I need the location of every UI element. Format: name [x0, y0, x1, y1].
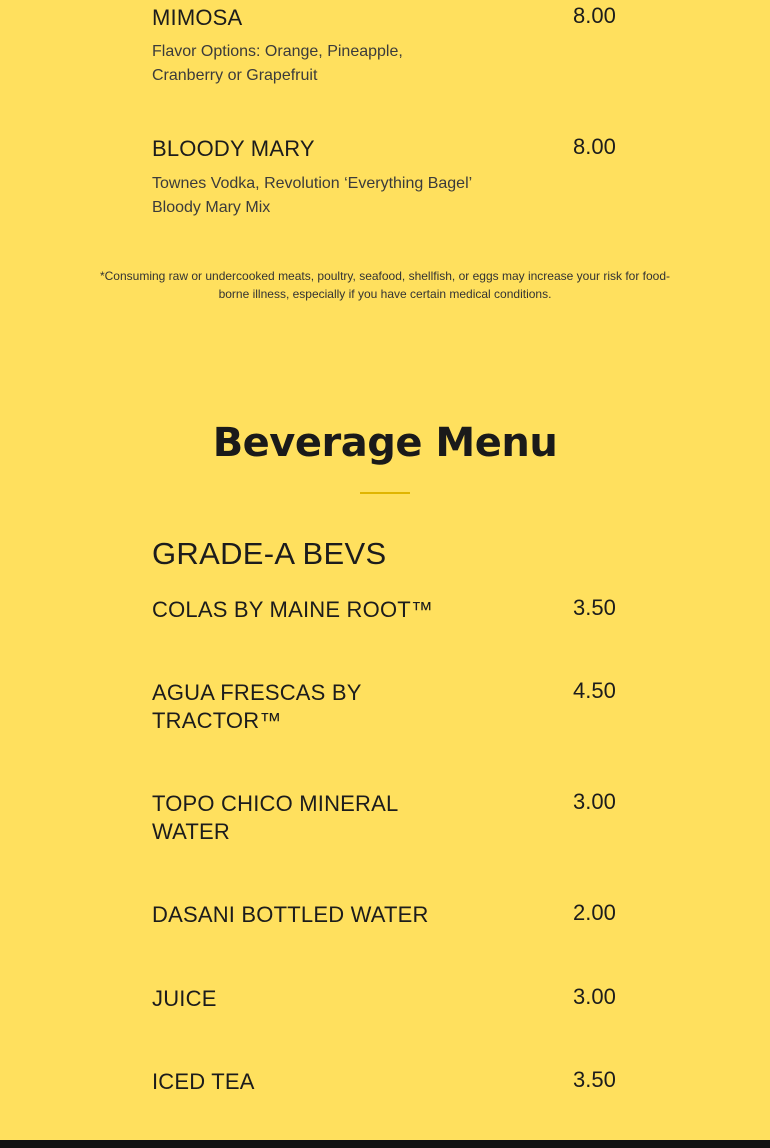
item-price: 3.50: [573, 1067, 616, 1092]
item-price: 3.50: [573, 595, 616, 620]
item-price: 2.00: [573, 900, 616, 925]
item-price: 8.00: [573, 134, 616, 159]
item-name: MIMOSA: [152, 5, 243, 30]
item-name: JUICE: [152, 986, 217, 1011]
title-divider: [360, 492, 410, 494]
item-price: 3.00: [573, 789, 616, 814]
item-price: 4.50: [573, 678, 616, 703]
item-description: Townes Vodka, Revolution ‘Everything Bagel’ Bloody Mary Mix: [152, 175, 472, 216]
item-name: COLAS BY MAINE ROOT™: [152, 597, 434, 622]
item-description: Flavor Options: Orange, Pineapple, Cranberry or Grapefruit: [152, 43, 403, 84]
item-name: DASANI BOTTLED WATER: [152, 902, 429, 927]
item-name: ICED TEA: [152, 1069, 255, 1094]
section-title: Beverage Menu: [212, 420, 558, 466]
item-price: 8.00: [573, 3, 616, 28]
item-price: 3.00: [573, 984, 616, 1009]
item-name: TOPO CHICO MINERAL WATER: [152, 791, 398, 844]
food-safety-disclaimer: *Consuming raw or undercooked meats, poultry, seafood, shellfish, or eggs may increase your risk for food-borne illness, especially if you have certain medical conditions.: [99, 269, 671, 301]
item-name: AGUA FRESCAS BY TRACTOR™: [152, 680, 362, 733]
category-heading: GRADE-A BEVS: [152, 536, 387, 571]
footer-bar: [0, 1140, 770, 1148]
item-name: BLOODY MARY: [152, 136, 315, 161]
